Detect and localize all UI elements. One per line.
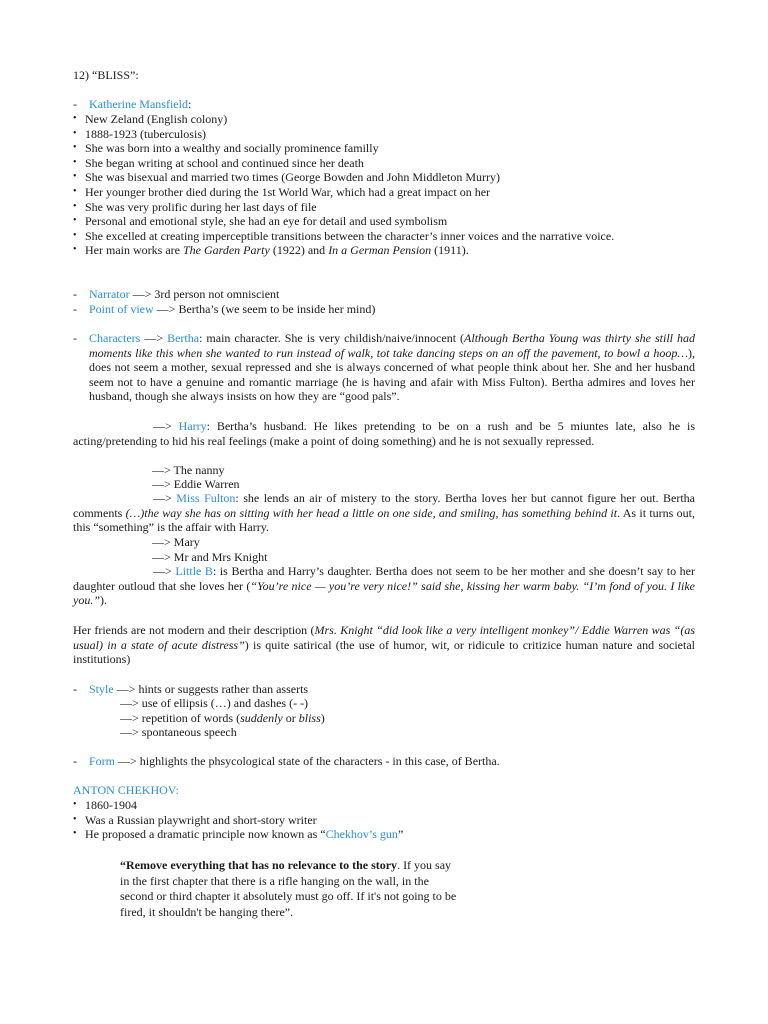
list-item: • She was born into a wealthy and socially prominence familly: [73, 141, 695, 156]
style-line: - Style —> hints or suggests rather than asserts: [73, 682, 309, 696]
list-item: • 1888-1923 (tuberculosis): [73, 127, 695, 142]
list-item-principle: • He proposed a dramatic principle now known as “Chekhov’s gun”: [73, 827, 695, 842]
character-eddie: —> Eddie Warren: [152, 477, 240, 491]
list-item: • Was a Russian playwright and short-story writer: [73, 813, 695, 828]
style-speech: —> spontaneous speech: [120, 725, 237, 739]
list-item: • She began writing at school and continued since her death: [73, 156, 695, 171]
list-item: • She excelled at creating imperceptible transitions between the character’s inner voices and the narrative voice.: [73, 229, 695, 244]
list-item: • She was very prolific during her last days of file: [73, 200, 695, 215]
list-item-main-works: • Her main works are The Garden Party (1922) and In a German Pension (1911).: [73, 243, 695, 258]
list-item: • 1860-1904: [73, 798, 695, 813]
chekhov-heading: ANTON CHEKHOV:: [73, 783, 179, 797]
friends-paragraph: Her friends are not modern and their description (Mrs. Knight “did look like a very intelligent monkey”/ Eddie Warren was “(as usual) in a state of acute distress”) is quite satirical (the use of humor, wit, or ridicule to critizice human nature and societal institutions): [73, 623, 695, 667]
form-line: - Form —> highlights the phsycological state of the characters - in this case, of Bertha.: [73, 754, 500, 768]
narrator-line: - Narrator —> 3rd person not omniscient: [73, 287, 280, 301]
list-item: • She was bisexual and married two times (George Bowden and John Middleton Murry): [73, 170, 695, 185]
section-heading: 12) “BLISS”:: [73, 68, 139, 82]
chekhov-quote: “Remove everything that has no relevance to the story. If you say in the first chapter that there is a rifle hanging on the wall, in the second or third chapter it absolutely must go off. If it's not going to be fired, it shouldn't be hanging there”.: [120, 858, 457, 919]
characters-fulton-paragraph: —> Miss Fulton: she lends an air of mistery to the story. Bertha loves her but cannot figure her out. Bertha comments (…)the way she has on sitting with her head a little on one side, and smiling, has something behind it. As it turns out, this “something” is the affair with Harry.: [73, 491, 696, 535]
chekhov-facts-list: [73, 798, 695, 842]
list-item: • New Zeland (English colony): [73, 112, 695, 127]
characters-littleb-paragraph: —> Little B: is Bertha and Harry’s daughter. Bertha does not seem to be her mother and she doesn’t say to her daughter outloud that she loves her (“You’re nice — you’re very nice!” said she, kissing her warm baby. “I’m fond of you. I like you.”).: [73, 564, 695, 608]
character-nanny: —> The nanny: [152, 463, 225, 477]
author-facts-list: [73, 112, 695, 258]
list-item: • Her younger brother died during the 1st World War, which had a great impact on her: [73, 185, 695, 200]
style-ellipsis: —> use of ellipsis (…) and dashes (- -): [120, 696, 309, 710]
list-item: • Personal and emotional style, she had an eye for detail and used symbolism: [73, 214, 695, 229]
point-of-view-line: - Point of view —> Bertha’s (we seem to be inside her mind): [73, 302, 376, 316]
author-name: Katherine Mansfield: [89, 97, 188, 111]
characters-bertha-paragraph: - Characters —> Bertha: main character. She is very childish/naive/innocent (Although Bertha Young was thirty she still had moments like this when she wanted to run instead of walk, tot take dancing steps on an off the pavement, to bowl a hoop…), does not seem a mother, sexual repressed and she is always concerned of what people think about her. She and her husband seem not to have a genuine and romantic marriage (he is having and afair with Miss Fulton). Bertha admires and loves her husband, though she always insists on how they are “good pals”.: [73, 331, 695, 404]
character-mary: —> Mary: [152, 535, 200, 549]
author-heading: - Katherine Mansfield:: [73, 97, 192, 111]
character-knights: —> Mr and Mrs Knight: [152, 550, 268, 564]
style-repetition: —> repetition of words (suddenly or bliss): [120, 711, 325, 725]
characters-harry-paragraph: —> Harry: Bertha’s husband. He likes pretending to be on a rush and be 5 miuntes late, also he is acting/pretending to hid his real feelings (make a point of doing something) and he is not sexually repressed.: [73, 419, 695, 448]
